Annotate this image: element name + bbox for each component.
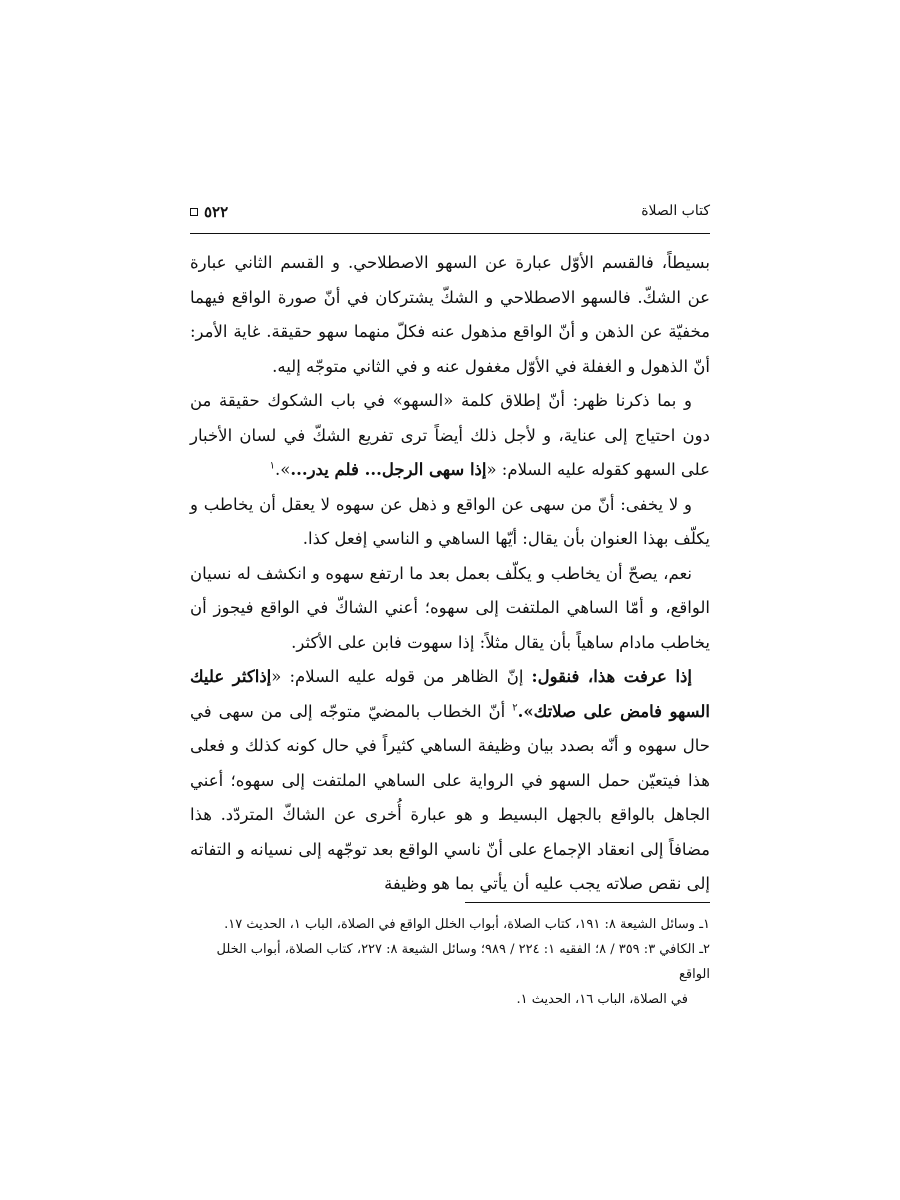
paragraph-5-mid: إنّ الظاهر من قوله عليه السلام: « (271, 667, 532, 686)
hadith-quote-2: إذاكثر عليك السهو فامض على صلاتك (190, 667, 710, 721)
paragraph-2 (190, 384, 710, 488)
paragraph-3: و لا يخفى: أنّ من سهى عن الواقع و ذهل عن سهوه لا يعقل أن يخاطب و يكلّف بهذا العنوان بأن يقال: أيّها الساهي و الناسي إفعل كذا. (190, 494, 710, 548)
paragraph-5-rest: أنّ الخطاب بالمضيّ متوجّه إلى من سهى في حال سهوه و أنّه بصدد بيان وظيفة الساهي كثيراً في حال كونه كذلك و فعلى هذا فيتعيّن حمل السهو في الرواية على الساهي الملتفت إلى سهوه؛ أعني الجاهل بالواقع بالجهل البسيط و هو عبارة أُخرى عن الشاكّ المتردّد. هذا مضافاً إلى انعقاد الإجماع على أنّ ناسي الواقع بعد توجّهه إلى نسيانه و التفاته إلى نقص صلاته يجب عليه أن يأتي بما هو وظيفة (190, 701, 710, 893)
footnote-marker-2[interactable]: ٢ (512, 702, 518, 713)
footnote-marker-1[interactable]: ١ (269, 460, 276, 472)
page-number: ٥٢٢ (204, 203, 229, 221)
square-icon (190, 208, 198, 216)
page-header (190, 197, 710, 227)
main-text (190, 246, 710, 902)
paragraph-4: نعم، يصحّ أن يخاطب و يكلّف بعمل بعد ما ارتفع سهوه و انكشف له نسيان الواقع، و أمّا الساهي الملتفت إلى سهوه؛ أعني الشاكّ في الواقع فيجوز أن يخاطب مادام ساهياً بأن يقال مثلاً: إذا سهوت فابن على الأكثر. (190, 563, 710, 652)
quote-close-2: ». (517, 701, 534, 721)
quote-close-1: ». (275, 460, 291, 479)
paragraph-5-lead: إذا عرفت هذا، فنقول: (531, 667, 692, 686)
paragraph-1: بسيطاً، فالقسم الأوّل عبارة عن السهو الاصطلاحي. و القسم الثاني عبارة عن الشكّ. فالسهو الاصطلاحي و الشكّ يشتركان في أنّ صورة الواقع فيهما مخفيّة عن الذهن و أنّ الواقع مذهول عنه فكلّ منهما سهو حقيقة. غاية الأمر: أنّ الذهول و الغفلة في الأوّل مغفول عنه و في الثاني متوجّه إليه. (190, 253, 710, 376)
footnote-2-continuation: في الصلاة، الباب ١٦، الحديث ١. (516, 992, 688, 1007)
header-divider (190, 233, 710, 234)
running-title: كتاب الصلاة (641, 203, 710, 219)
hadith-quote-1: إذا سهى الرجل... فلم يدر... (290, 460, 487, 479)
footnote-divider (465, 902, 710, 903)
page-number-group (190, 203, 228, 221)
footnote-1: ١ـ وسائل الشيعة ٨: ١٩١، كتاب الصلاة، أبواب الخلل الواقع في الصلاة، الباب ١، الحديث ١٧. (224, 917, 710, 932)
footnotes (190, 912, 710, 1012)
paragraph-5 (190, 660, 710, 902)
paragraph-2-text: و بما ذكرنا ظهر: أنّ إطلاق كلمة «السهو» في باب الشكوك حقيقة من دون احتياج إلى عناية، و لأجل ذلك أيضاً ترى تفريع الشكّ في لسان الأخبار على السهو كقوله عليه السلام: « (190, 391, 710, 479)
footnote-2: ٢ـ الكافي ٣: ٣٥٩ / ٨؛ الفقيه ١: ٢٢٤ / ٩٨٩؛ وسائل الشيعة ٨: ٢٢٧، كتاب الصلاة، أبواب الخلل الواقع (216, 942, 710, 982)
